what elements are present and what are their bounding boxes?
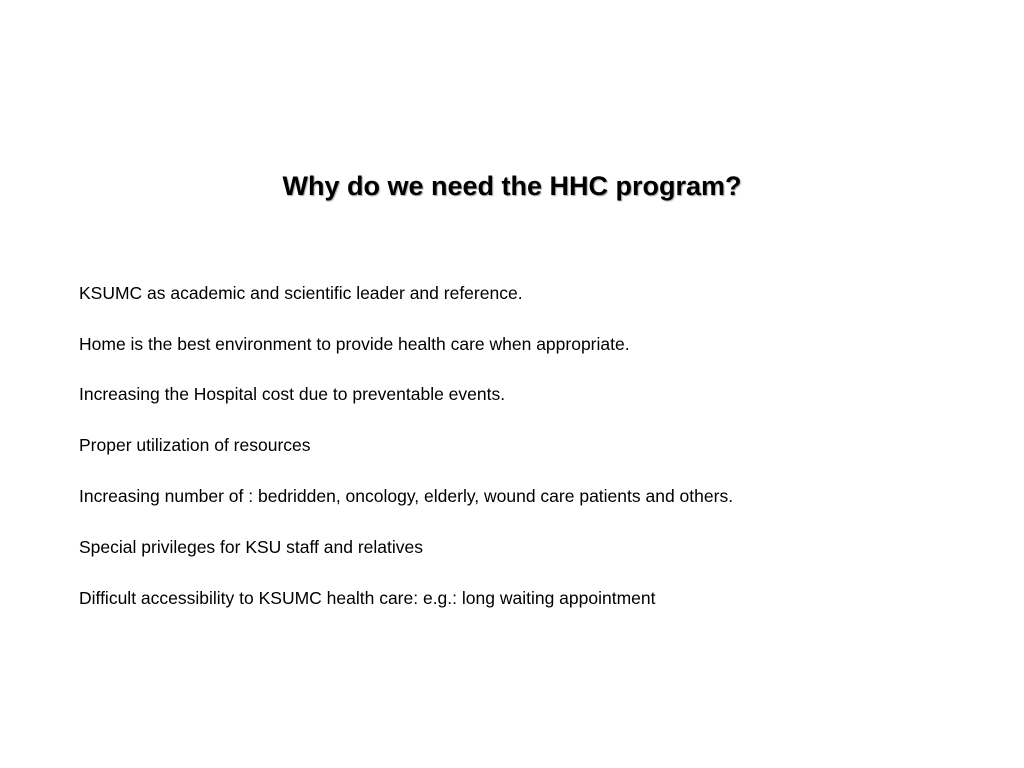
list-item: Difficult accessibility to KSUMC health care: e.g.: long waiting appointment <box>79 588 656 608</box>
list-item: Proper utilization of resources <box>79 435 311 455</box>
list-item: Increasing number of : bedridden, oncology, elderly, wound care patients and others. <box>79 486 734 506</box>
list-item: Increasing the Hospital cost due to preventable events. <box>79 384 506 404</box>
slide-title: Why do we need the HHC program? <box>282 171 742 201</box>
list-item: Home is the best environment to provide health care when appropriate. <box>79 334 630 354</box>
list-item: KSUMC as academic and scientific leader and reference. <box>79 283 523 303</box>
list-item: Special privileges for KSU staff and relatives <box>79 537 424 557</box>
point-list <box>79 282 979 638</box>
